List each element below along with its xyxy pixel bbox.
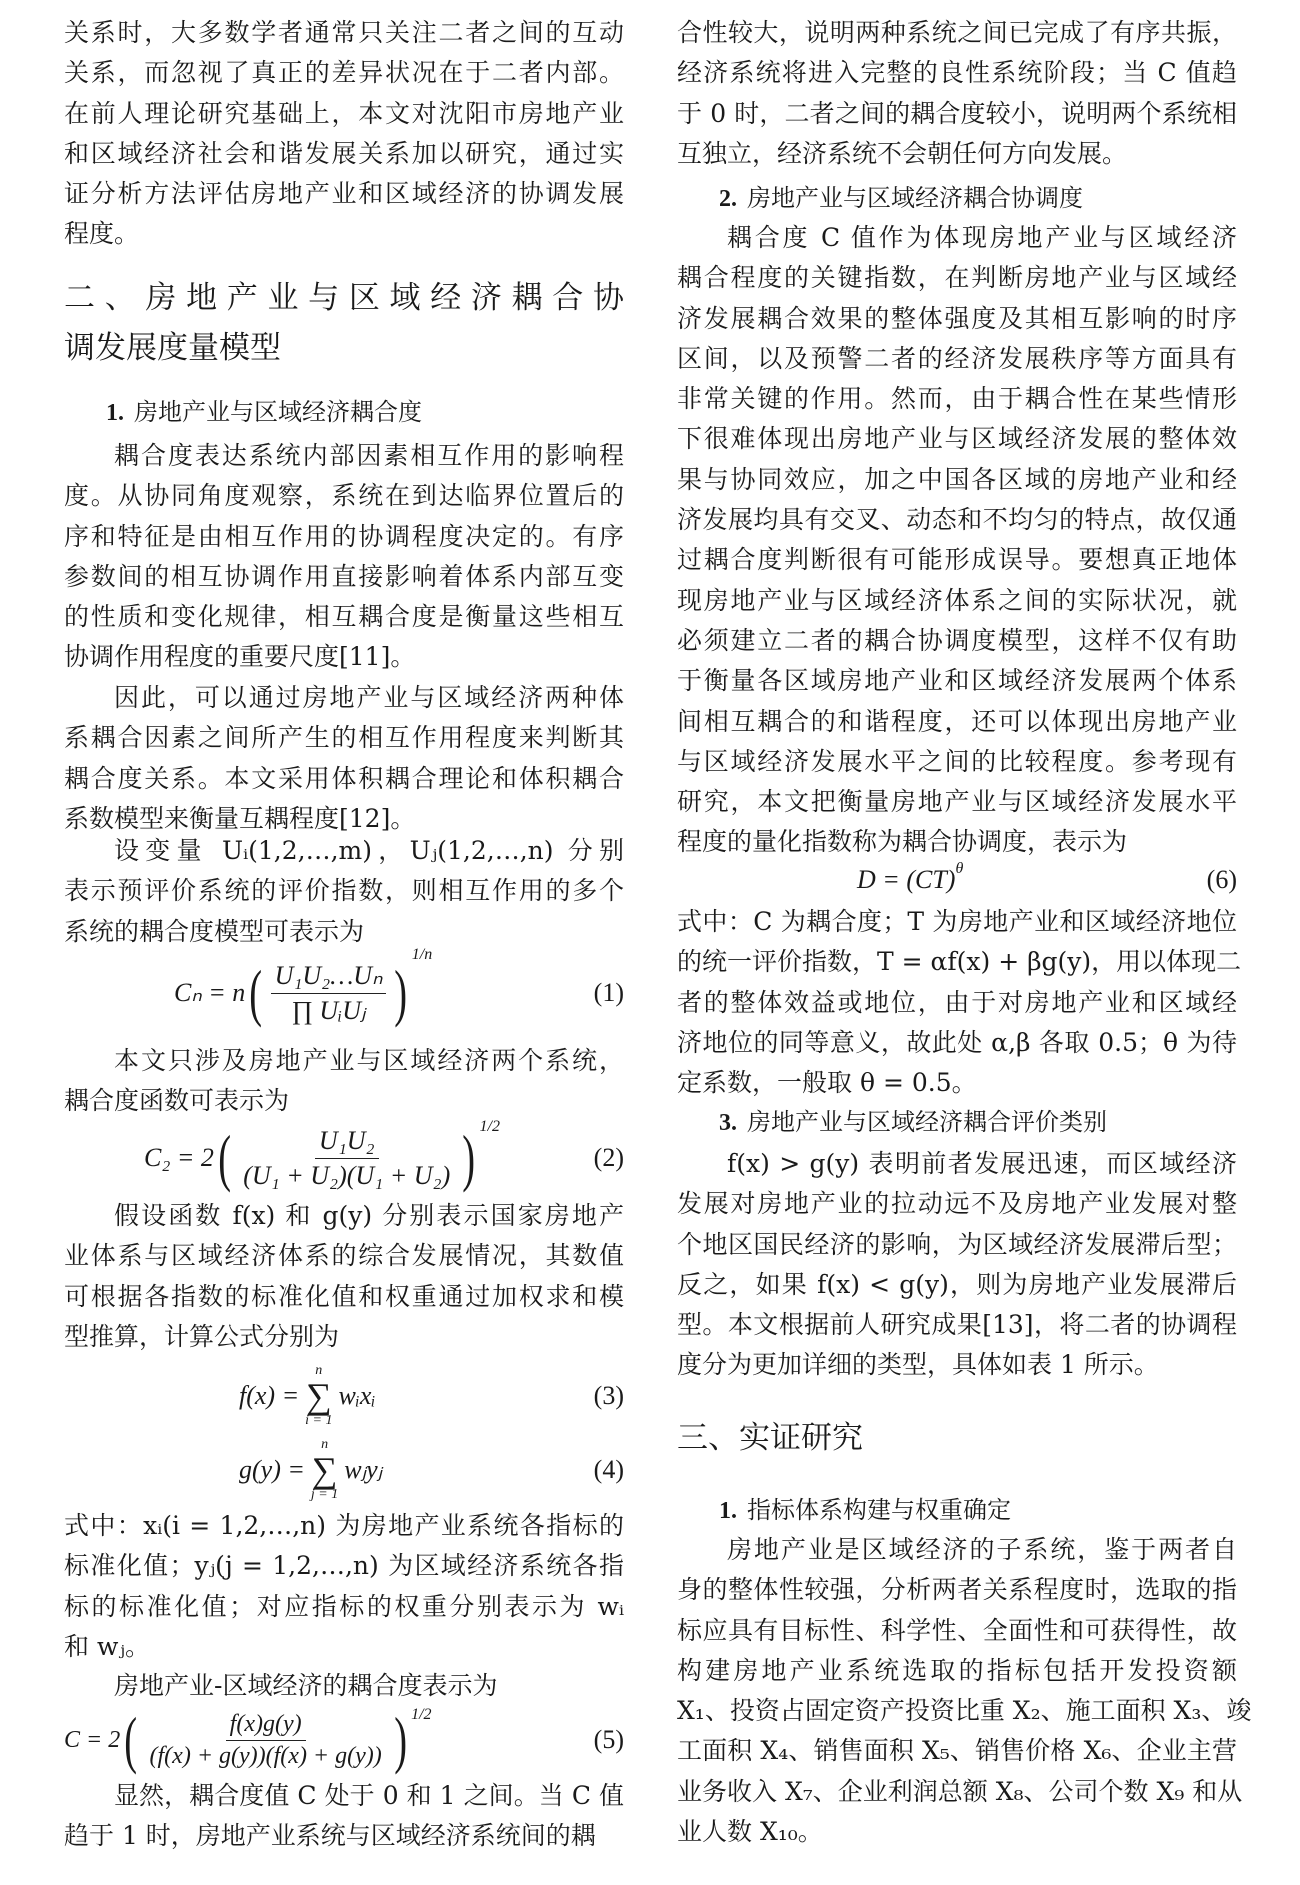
exponent: 1/2 — [479, 1118, 500, 1135]
text-line: 身的整体性较强，分析两者关系程度时，选取的指 — [677, 1575, 1237, 1605]
text-line: 标的标准化值；对应指标的权重分别表示为 wᵢ — [64, 1591, 624, 1621]
text-line: 设变量 Uᵢ(1,2,…,m)，Uⱼ(1,2,…,n) 分别 — [114, 836, 624, 865]
text-line: 证分析方法评估房地产业和区域经济的协调发展 — [64, 179, 624, 209]
subsection-title: 房地产业与区域经济耦合协调度 — [747, 184, 1083, 212]
formula-body: wᵢxᵢ — [338, 1381, 376, 1410]
text-line: 二、房地产业与区域经济耦合协 — [64, 280, 624, 316]
text-line: 间相互耦合的和谐程度，还可以体现出房地产业 — [677, 706, 1237, 736]
text-line: 构建房地产业系统选取的指标包括开发投资额 — [677, 1655, 1237, 1685]
subsection-number: 3. — [719, 1110, 737, 1136]
equation-number: (6) — [1206, 865, 1237, 894]
paragraph-coupling-method — [64, 678, 624, 839]
text-line: 因此，可以通过房地产业与区域经济两种体 — [114, 683, 624, 712]
numerator: U₁U₂ — [315, 1126, 379, 1159]
formula-5 — [64, 1700, 624, 1780]
equation-number: (1) — [593, 978, 624, 1007]
text-line: 济发展均具有交叉、动态和不均匀的特点，故仅通 — [677, 505, 1237, 535]
text-line: 工面积 X₄、销售面积 X₅、销售价格 X₆、企业主营 — [677, 1736, 1237, 1766]
subsection-heading-coupling-degree — [64, 392, 624, 432]
fraction — [146, 1711, 386, 1770]
formula-lhs: D = (CT) — [857, 865, 956, 894]
text-line: 于 0 时，二者之间的耦合度较小，说明两个系统相 — [677, 98, 1237, 128]
right-paren: ) — [394, 1704, 407, 1775]
denominator: (f(x) + g(y))(f(x) + g(y)) — [149, 1742, 382, 1769]
text-line: 三、实证研究 — [677, 1420, 863, 1456]
fraction — [271, 961, 387, 1026]
text-line: 本文只涉及房地产业与区域经济两个系统， — [114, 1046, 624, 1075]
equation-number: (3) — [593, 1381, 624, 1410]
text-line: 非常关键的作用。然而，由于耦合性在某些情形 — [677, 384, 1237, 414]
text-line: 程度的量化指数称为耦合协调度，表示为 — [677, 827, 1128, 857]
text-line: 定系数，一般取 θ = 0.5。 — [677, 1068, 977, 1098]
text-line: 现房地产业与区域经济体系之间的实际状况，就 — [677, 585, 1237, 615]
text-line: 与区域经济发展水平之间的比较程度。参考现有 — [677, 746, 1237, 776]
text-line: 耦合度函数可表示为 — [64, 1086, 290, 1116]
subsection-title: 房地产业与区域经济耦合评价类别 — [747, 1108, 1107, 1136]
sum-lower: j = 1 — [310, 1487, 339, 1502]
subsection-line — [677, 1490, 1237, 1530]
text-line: 房地产业-区域经济的耦合度表示为 — [114, 1671, 498, 1700]
text-line: 调发展度量模型 — [64, 330, 281, 366]
text-line: 度。从协同角度观察，系统在到达临界位置后的 — [64, 481, 624, 511]
paragraph-where-d — [677, 902, 1242, 1103]
text-line: 标应具有目标性、科学性、全面性和可获得性，故 — [677, 1615, 1237, 1645]
formula-3 — [64, 1356, 624, 1436]
sum-upper: n — [315, 1363, 323, 1378]
section-heading-3 — [677, 1413, 1237, 1463]
text-line: 关系时，大多数学者通常只关注二者之间的互动 — [64, 18, 624, 47]
left-paren: ( — [124, 1704, 138, 1775]
text-line: f(x) > g(y) 表明前者发展迅速，而区域经济 — [727, 1149, 1237, 1178]
subsection-heading-coordination — [677, 178, 1237, 218]
sum-lower: i = 1 — [305, 1413, 333, 1428]
paragraph-functions — [64, 1196, 624, 1357]
formula-lhs: f(x) = — [239, 1381, 300, 1410]
text-line: 假设函数 f(x) 和 g(y) 分别表示国家房地产 — [114, 1201, 624, 1230]
text-line: 济发展耦合效果的整体强度及其相互影响的时序 — [677, 303, 1237, 333]
subsection-heading-categories — [677, 1102, 1237, 1142]
paragraph-indicators — [677, 1530, 1252, 1852]
text-line: 趋于 1 时，房地产业系统与区域经济系统间的耦 — [64, 1821, 596, 1851]
text-line: 房地产业是区域经济的子系统，鉴于两者自 — [727, 1535, 1237, 1564]
text-line: 反之，如果 f(x) < g(y)，则为房地产业发展滞后 — [677, 1269, 1237, 1299]
equation-number: (5) — [593, 1725, 624, 1754]
paragraph-intro-end — [64, 13, 624, 255]
fraction — [239, 1126, 454, 1191]
equation-number: (2) — [593, 1143, 624, 1172]
formula-4 — [64, 1430, 624, 1510]
paragraph-coupling-definition — [64, 436, 624, 678]
paragraph-two-systems — [64, 1041, 624, 1122]
text-line: 互独立，经济系统不会朝任何方向发展。 — [677, 138, 1128, 168]
text-line: 式中：xᵢ(i = 1,2,…,n) 为房地产业系统各指标的 — [64, 1511, 624, 1540]
text-line: 系耦合因素之间所产生的相互作用程度来判断其 — [64, 723, 624, 753]
exponent: 1/n — [411, 946, 433, 963]
paragraph-where — [64, 1506, 624, 1667]
subsection-line — [677, 1102, 1237, 1142]
text-line: 显然，耦合度值 C 处于 0 和 1 之间。当 C 值 — [114, 1781, 624, 1810]
subsection-heading-indicators — [677, 1490, 1237, 1530]
text-line: 济地位的同等意义，故此处 α,β 各取 0.5；θ 为待 — [677, 1027, 1237, 1057]
section-heading-2 — [64, 273, 624, 373]
text-line: 和 wⱼ。 — [64, 1631, 150, 1661]
text-line: 序和特征是由相互作用的协调程度决定的。有序 — [64, 521, 624, 551]
text-line: 个地区国民经济的影响，为区域经济发展滞后型； — [677, 1229, 1237, 1259]
subsection-number: 1. — [106, 400, 124, 426]
subsection-number: 2. — [719, 186, 737, 212]
text-line: 合性较大，说明两种系统之间已完成了有序共振， — [677, 18, 1237, 47]
paragraph-c-range — [64, 1776, 624, 1857]
paragraph-variables — [64, 831, 624, 952]
text-line: 度分为更加详细的类型，具体如表 1 所示。 — [677, 1350, 1159, 1380]
paragraph-c-range-cont — [677, 13, 1237, 174]
text-line: 参数间的相互协调作用直接影响着体系内部互变 — [64, 561, 624, 591]
denominator: (U₁ + U₂)(U₁ + U₂) — [243, 1160, 451, 1190]
denominator: ∏ UᵢUⱼ — [291, 995, 366, 1025]
text-line: 耦合度表达系统内部因素相互作用的影响程 — [114, 441, 624, 470]
text-line: 系统的耦合度模型可表示为 — [64, 916, 365, 946]
text-line: 协调作用程度的重要尺度[11]。 — [64, 642, 416, 672]
subsection-number: 1. — [719, 1498, 737, 1524]
formula-lhs: Cₙ = n — [174, 978, 246, 1007]
left-paren: ( — [249, 957, 263, 1028]
text-line: 耦合程度的关键指数，在判断房地产业与区域经 — [677, 263, 1237, 293]
formula-2 — [64, 1112, 624, 1204]
text-line: 程度。 — [64, 219, 140, 249]
formula-lhs: C₂ = 2 — [144, 1143, 214, 1172]
exponent: θ — [955, 860, 964, 877]
text-line: 过耦合度判断很有可能形成误导。要想真正地体 — [677, 545, 1237, 575]
subsection-line — [677, 178, 1237, 218]
right-paren: ) — [462, 1122, 476, 1193]
text-line: 业体系与区域经济体系的综合发展情况，其数值 — [64, 1241, 624, 1271]
text-line: 下很难体现出房地产业与区域经济发展的整体效 — [677, 424, 1237, 454]
sum-upper: n — [321, 1437, 329, 1452]
formula-lhs: C = 2 — [64, 1726, 121, 1753]
text-line: 和区域经济社会和谐发展关系加以研究，通过实 — [64, 138, 624, 168]
text-line: 表示预评价系统的评价指数，则相互作用的多个 — [64, 876, 624, 906]
exponent: 1/2 — [411, 1706, 432, 1723]
text-line: 可根据各指数的标准化值和权重通过加权求和模 — [64, 1281, 624, 1311]
text-line: 区间，以及预警二者的经济发展秩序等方面具有 — [677, 343, 1237, 373]
subsection-line — [64, 392, 624, 432]
text-line: 关系，而忽视了真正的差异状况在于二者内部。 — [64, 58, 624, 88]
text-line: 耦合度关系。本文采用体积耦合理论和体积耦合 — [64, 763, 624, 793]
right-paren: ) — [394, 957, 408, 1028]
text-line: 型。本文根据前人研究成果[13]，将二者的协调程 — [677, 1310, 1237, 1340]
summation-icon: n ∑ j = 1 — [310, 1437, 339, 1502]
text-line: 研究，本文把衡量房地产业与区域经济发展水平 — [677, 787, 1237, 817]
summation-icon: n ∑ i = 1 — [305, 1363, 333, 1428]
text-line: 经济系统将进入完整的良性系统阶段；当 C 值趋 — [677, 58, 1237, 88]
text-line: 的性质和变化规律，相互耦合度是衡量这些相互 — [64, 602, 624, 632]
formula-6 — [677, 858, 1237, 902]
numerator: f(x)g(y) — [226, 1711, 306, 1741]
numerator: U₁U₂…Uₙ — [271, 961, 387, 994]
text-line: 果与协同效应，加之中国各区域的房地产业和经 — [677, 464, 1237, 494]
formula-1 — [64, 940, 624, 1046]
paragraph-coordination — [677, 218, 1237, 863]
text-line: X₁、投资占固定资产投资比重 X₂、施工面积 X₃、竣 — [677, 1696, 1252, 1726]
text-line: 式中：C 为耦合度；T 为房地产业和区域经济地位 — [677, 907, 1237, 936]
left-paren: ( — [218, 1122, 231, 1193]
text-line: 的统一评价指数，T = αf(x) + βg(y)，用以体现二 — [677, 947, 1242, 977]
text-line: 型推算，计算公式分别为 — [64, 1321, 340, 1351]
text-line: 耦合度 C 值作为体现房地产业与区域经济 — [727, 223, 1237, 252]
text-line: 系数模型来衡量互耦程度[12]。 — [64, 803, 416, 833]
text-line: 必须建立二者的耦合协调度模型，这样不仅有助 — [677, 625, 1237, 655]
formula-lhs: g(y) = — [239, 1455, 305, 1484]
formula-body: wⱼyⱼ — [344, 1455, 383, 1484]
paragraph-categories — [677, 1144, 1237, 1386]
text-line: 业务收入 X₇、企业利润总额 X₈、公司个数 X₉ 和从 — [677, 1776, 1243, 1806]
subsection-title: 指标体系构建与权重确定 — [747, 1496, 1011, 1524]
text-line: 发展对房地产业的拉动远不及房地产业发展对整 — [677, 1189, 1237, 1219]
text-line: 标准化值；yⱼ(j = 1,2,…,n) 为区域经济系统各指 — [64, 1551, 624, 1581]
text-line: 在前人理论研究基础上，本文对沈阳市房地产业 — [64, 98, 624, 128]
text-line: 业人数 X₁₀。 — [677, 1817, 823, 1847]
text-line: 于衡量各区域房地产业和区域经济发展两个体系 — [677, 666, 1237, 696]
text-line: 者的整体效益或地位，由于对房地产业和区域经 — [677, 987, 1237, 1017]
subsection-title: 房地产业与区域经济耦合度 — [134, 398, 422, 426]
equation-number: (4) — [593, 1455, 624, 1484]
